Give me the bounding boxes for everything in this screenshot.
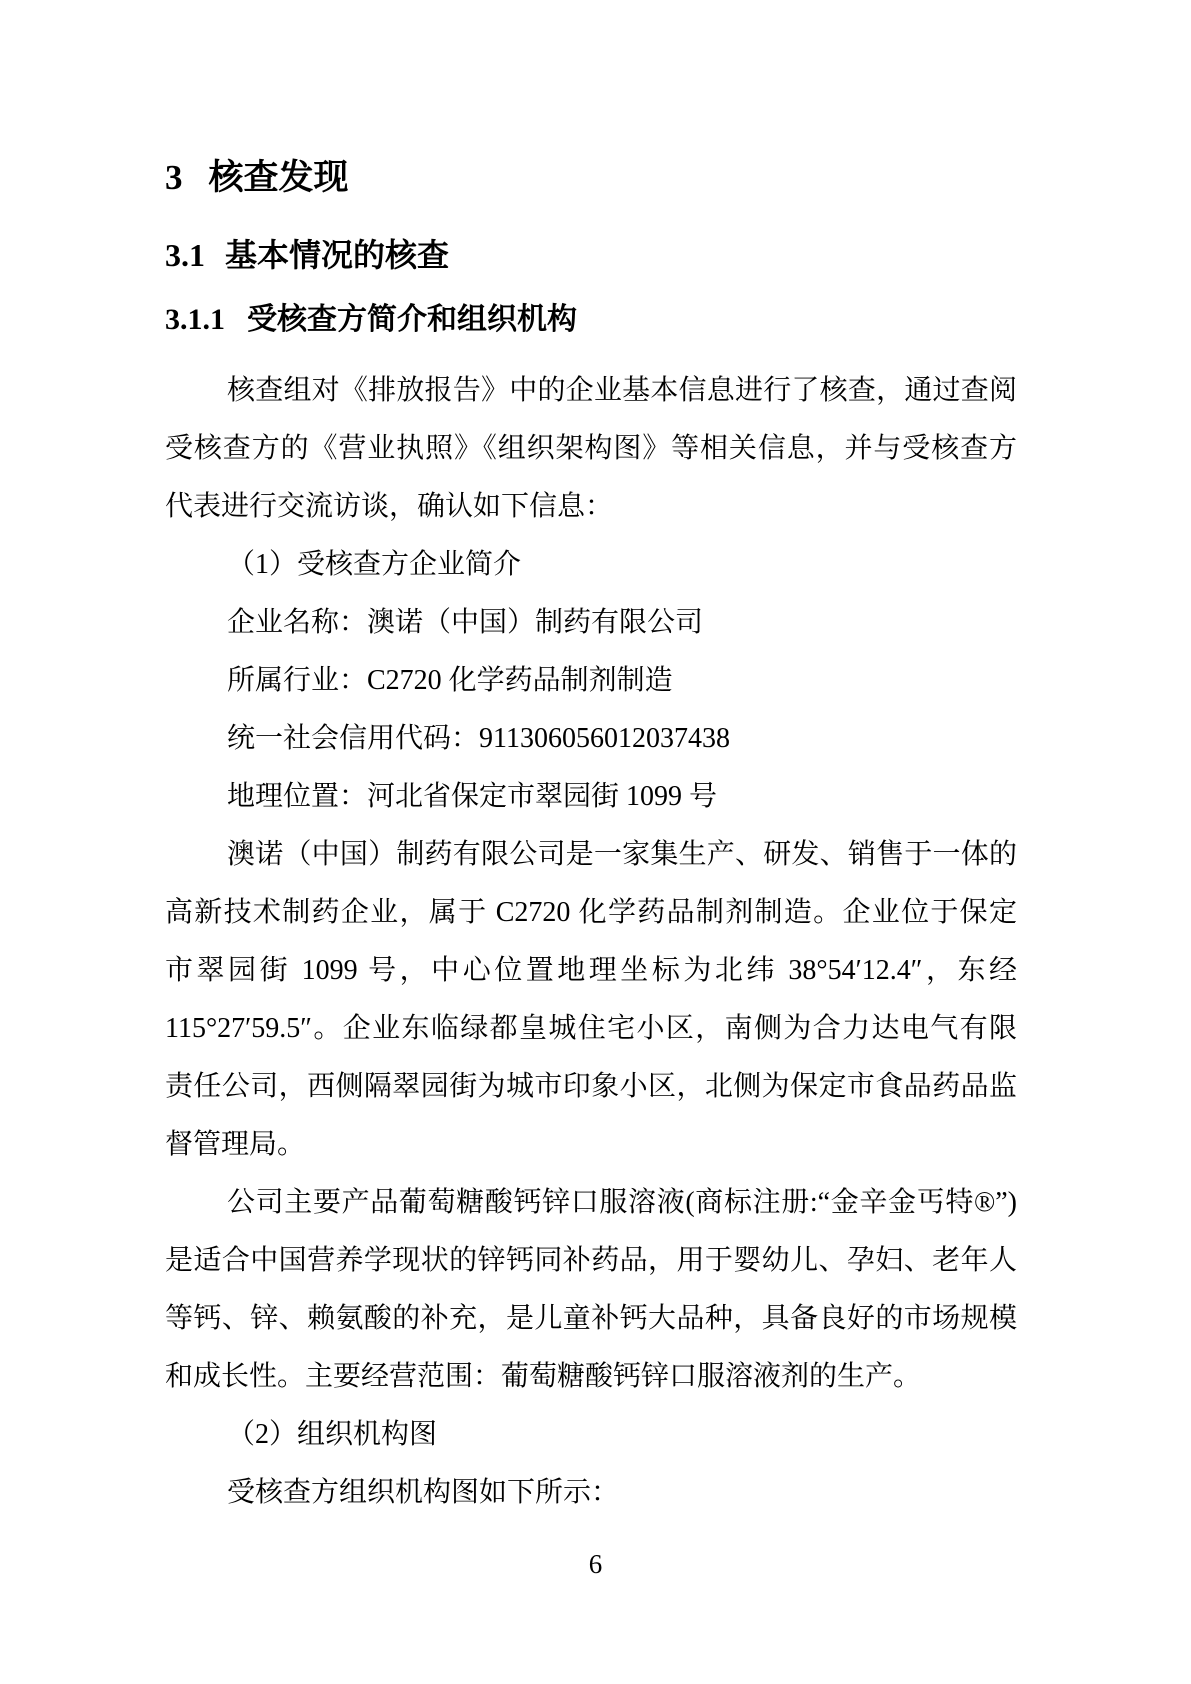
text-line: 115°27′59.5″。企业东临绿都皇城住宅小区，南侧为合力达电气有限 [165,1013,1017,1044]
text-line: 等钙、锌、赖氨酸的补充，是儿童补钙大品种，具备良好的市场规模 [165,1303,1017,1334]
section-heading-3-1-1-title: 受核查方简介和组织机构 [247,303,577,336]
body-text [165,362,1017,1522]
text-line: 统一社会信用代码：911306056012037438 [227,723,730,754]
text-line: 市翠园街 1099 号，中心位置地理坐标为北纬 38°54′12.4″，东经 [165,955,1017,986]
section-heading-3-1 [165,201,1017,277]
text-line: 督管理局。 [165,1129,306,1160]
section-heading-3-title: 核查发现 [208,158,349,197]
section-heading-3-1-1-number: 3.1.1 [165,303,225,336]
text-line: 受核查方组织机构图如下所示： [227,1477,620,1508]
text-line: 和成长性。主要经营范围：葡萄糖酸钙锌口服溶液剂的生产。 [165,1361,922,1392]
text-line: 企业名称：澳诺（中国）制药有限公司 [227,607,704,638]
section-heading-3-1-1 [165,277,1017,341]
page-content [165,0,1017,1522]
text-line: 责任公司，西侧隔翠园街为城市印象小区，北侧为保定市食品药品监 [165,1071,1017,1102]
text-line: 澳诺（中国）制药有限公司是一家集生产、研发、销售于一体的 [227,839,1017,870]
text-line: 受核查方的《营业执照》《组织架构图》等相关信息，并与受核查方 [165,433,1017,464]
section-heading-3-1-title: 基本情况的核查 [225,237,450,273]
text-line: 代表进行交流访谈，确认如下信息： [165,491,614,522]
section-heading-3-1-number: 3.1 [165,237,205,273]
text-line: 公司主要产品葡萄糖酸钙锌口服溶液(商标注册:“金辛金丐特®”) [227,1187,1017,1218]
text-line: 是适合中国营养学现状的锌钙同补药品，用于婴幼儿、孕妇、老年人 [165,1245,1017,1276]
text-line: 核查组对《排放报告》中的企业基本信息进行了核查，通过查阅 [227,375,1017,406]
text-line: 高新技术制药企业，属于 C2720 化学药品制剂制造。企业位于保定 [165,897,1017,928]
text-line: （2）组织机构图 [227,1419,438,1450]
text-line: 地理位置：河北省保定市翠园街 1099 号 [227,781,718,812]
section-heading-3-number: 3 [165,158,183,197]
text-line: （1）受核查方企业简介 [227,549,522,580]
section-heading-3 [165,0,1017,201]
page-number: 6 [588,1549,603,1579]
text-line: 所属行业：C2720 化学药品制剂制造 [227,665,673,696]
